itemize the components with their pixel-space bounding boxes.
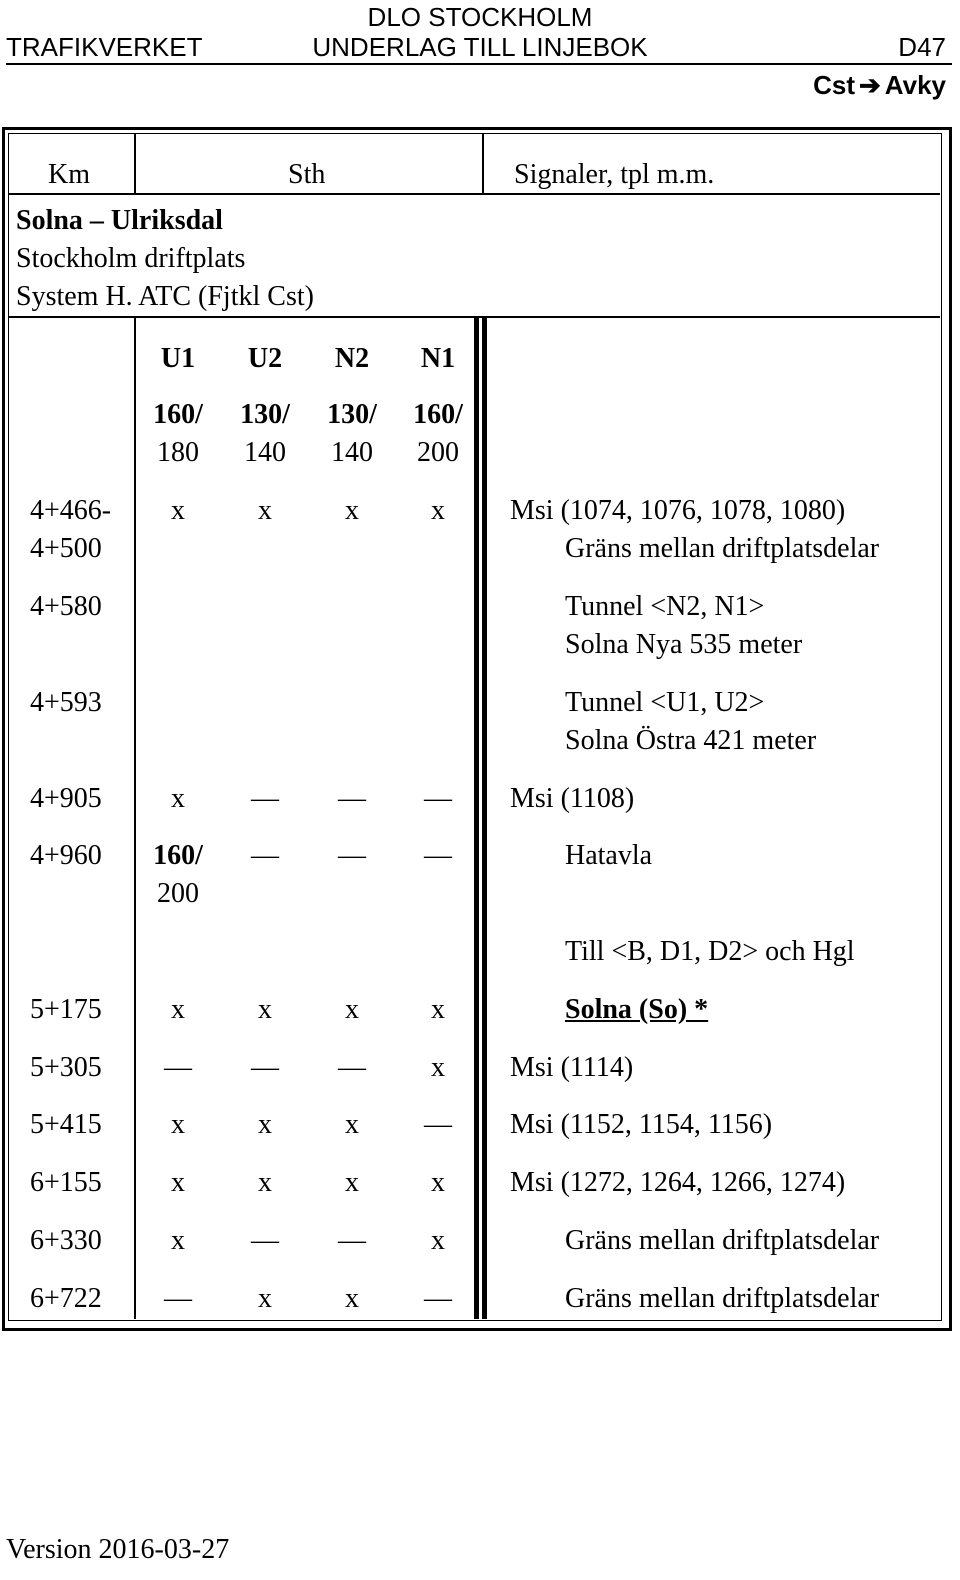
track-mark-x: x <box>345 495 359 526</box>
track-mark-dash: — <box>424 783 452 814</box>
track-mark-dash: — <box>338 1225 366 1256</box>
km-value: 4+466- <box>30 495 112 526</box>
track-mark-x: x <box>345 994 359 1025</box>
track-mark-dash: — <box>164 1052 192 1083</box>
header-page-code: D47 <box>898 32 946 62</box>
track-header-u1: U1 <box>160 343 196 374</box>
track-speed-bottom: 200 <box>417 437 459 468</box>
km-value: 4+580 <box>30 591 102 622</box>
signal-note: Tunnel <U1, U2> <box>565 687 765 718</box>
km-value: 6+330 <box>30 1225 102 1256</box>
track-mark-x: x <box>171 783 185 814</box>
track-mark-dash: — <box>251 1225 279 1256</box>
track-header-u2: U2 <box>247 343 283 374</box>
km-value: 6+155 <box>30 1167 102 1198</box>
track-mark-dash: — <box>164 1283 192 1314</box>
track-mark-dash: — <box>338 783 366 814</box>
track-mark-x: x <box>431 994 445 1025</box>
track-mark-dash: — <box>251 1052 279 1083</box>
section-line-1: Stockholm driftplats <box>16 243 246 274</box>
km-value: 4+905 <box>30 783 102 814</box>
km-value: 6+722 <box>30 1283 102 1314</box>
track-mark-dash: — <box>424 840 452 871</box>
signal-note: Solna Östra 421 meter <box>565 725 817 756</box>
station-name: Solna (So) * <box>565 994 709 1025</box>
route-label <box>813 70 946 101</box>
route-arrow-icon: ➔ <box>859 70 881 100</box>
track-mark-x: x <box>171 1225 185 1256</box>
document-title: DLO STOCKHOLM <box>367 2 593 32</box>
track-mark-x: x <box>171 994 185 1025</box>
signal-note: Till <B, D1, D2> och Hgl <box>565 936 855 967</box>
track-mark-x: x <box>431 1052 445 1083</box>
track-speed-top: 130/ <box>327 399 377 430</box>
signal-note: Msi (1272, 1264, 1266, 1274) <box>510 1167 846 1198</box>
track-mark-x: x <box>431 1167 445 1198</box>
signal-note: Solna Nya 535 meter <box>565 629 803 660</box>
km-value: 4+960 <box>30 840 102 871</box>
track-mark-x: x <box>431 1225 445 1256</box>
column-header-signals: Signaler, tpl m.m. <box>514 159 715 190</box>
track-mark-x: x <box>171 1109 185 1140</box>
km-value: 5+415 <box>30 1109 102 1140</box>
signal-note: Gräns mellan driftplatsdelar <box>565 533 880 564</box>
column-header-km: Km <box>48 159 90 190</box>
header-rule <box>6 63 952 65</box>
track-mark-dash: — <box>338 1052 366 1083</box>
track-header-n2: N2 <box>334 343 370 374</box>
route-from: Cst <box>813 70 855 100</box>
track-mark-x: x <box>258 994 272 1025</box>
signal-note: Msi (1074, 1076, 1078, 1080) <box>510 495 846 526</box>
header-organization: TRAFIKVERKET <box>6 32 203 62</box>
km-value: 5+305 <box>30 1052 102 1083</box>
speed-change-bottom: 200 <box>157 878 199 909</box>
track-mark-dash: — <box>338 840 366 871</box>
track-speed-bottom: 180 <box>157 437 199 468</box>
track-speed-bottom: 140 <box>244 437 286 468</box>
track-divider-thick-2 <box>482 318 487 1319</box>
track-mark-x: x <box>345 1283 359 1314</box>
section-title: Solna – Ulriksdal <box>16 205 223 236</box>
signal-note: Hatavla <box>565 840 653 871</box>
track-mark-x: x <box>258 1167 272 1198</box>
signal-note: Tunnel <N2, N1> <box>565 591 765 622</box>
km-column-divider <box>134 316 136 1319</box>
track-mark-dash: — <box>424 1109 452 1140</box>
signal-note: Gräns mellan driftplatsdelar <box>565 1283 880 1314</box>
track-speed-bottom: 140 <box>331 437 373 468</box>
header-row-divider <box>9 193 940 195</box>
track-mark-dash: — <box>424 1283 452 1314</box>
track-mark-x: x <box>258 495 272 526</box>
km-value: 4+500 <box>30 533 102 564</box>
track-mark-dash: — <box>251 783 279 814</box>
km-value: 4+593 <box>30 687 102 718</box>
signal-note: Msi (1108) <box>510 783 635 814</box>
track-mark-x: x <box>171 1167 185 1198</box>
km-value: 5+175 <box>30 994 102 1025</box>
track-mark-dash: — <box>251 840 279 871</box>
speed-change-top: 160/ <box>153 840 203 871</box>
track-mark-x: x <box>431 495 445 526</box>
signal-note: Gräns mellan driftplatsdelar <box>565 1225 880 1256</box>
track-mark-x: x <box>258 1109 272 1140</box>
route-to: Avky <box>884 70 946 100</box>
track-mark-x: x <box>258 1283 272 1314</box>
signal-note: Msi (1114) <box>510 1052 634 1083</box>
section-line-2: System H. ATC (Fjtkl Cst) <box>16 281 314 312</box>
track-mark-x: x <box>345 1167 359 1198</box>
track-mark-x: x <box>171 495 185 526</box>
track-speed-top: 160/ <box>413 399 463 430</box>
signal-column-divider-top <box>482 134 484 194</box>
header-subtitle: UNDERLAG TILL LINJEBOK <box>312 32 648 62</box>
column-header-sth: Sth <box>288 159 326 190</box>
track-mark-x: x <box>345 1109 359 1140</box>
track-header-n1: N1 <box>420 343 456 374</box>
track-speed-top: 160/ <box>153 399 203 430</box>
signal-note: Msi (1152, 1154, 1156) <box>510 1109 773 1140</box>
km-column-divider-top <box>134 134 136 194</box>
version-footer: Version 2016-03-27 <box>6 1534 230 1565</box>
track-speed-top: 130/ <box>240 399 290 430</box>
